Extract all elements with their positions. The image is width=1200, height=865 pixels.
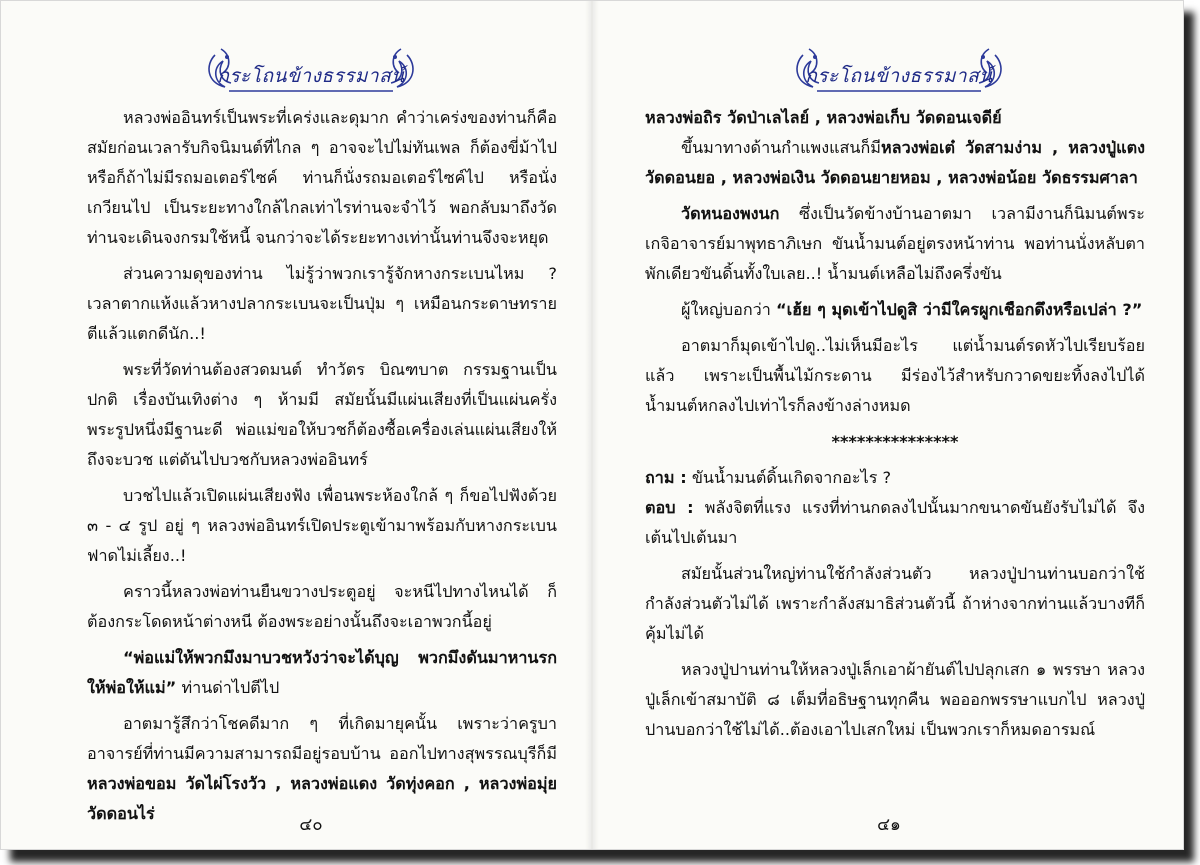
- page-number: ๔๐: [299, 815, 323, 835]
- paragraph-text: ผู้ใหญ่บอกว่า: [681, 300, 776, 319]
- quote-bold: “พ่อแม่ให้พวกมึงมาบวชหวังว่าจะได้บุญ พวกมึงดันมาหานรกให้พ่อให้แม่”: [87, 648, 557, 697]
- paragraph: พระที่วัดท่านต้องสวดมนต์ ทำวัตร บิณฑบาต กรรมฐานเป็นปกติ เรื่องบันเทิงต่าง ๆ ห้ามมี สมัยนั้นมีแผ่นเสียงที่เป็นแผ่นครั่ง พระรูปหนึ่งมีฐานะดี พ่อแม่ขอให้บวชก็ต้องซื้อเครื่องเล่นแผ่นเสียงให้ถึงจะบวช แต่ดันไปบวชกับหลวงพ่ออินทร์: [87, 360, 557, 469]
- answer-text: พลังจิตที่แรง แรงที่ท่านกดลงไปนั้นมากขนาดขันยังรับไม่ได้ จึงเต้นไปเต้นมา: [645, 498, 1145, 547]
- right-page: [599, 1, 1183, 849]
- question-text: ขันน้ำมนต์ดิ้นเกิดจากอะไร ?: [686, 468, 892, 487]
- paragraph: [645, 199, 1145, 289]
- quote-rest: ท่านด่าไปตีไป: [176, 678, 280, 697]
- answer-label: ตอบ :: [645, 498, 694, 517]
- left-page: [1, 1, 585, 849]
- book-gutter: [585, 1, 599, 849]
- question: [645, 463, 1145, 493]
- temple-name: วัดหนองพงนก: [681, 204, 780, 223]
- section-divider: ***************: [831, 432, 959, 451]
- monk-names: หลวงพ่อถิร วัดป่าเลไลย์ , หลวงพ่อเก็บ วัดดอนเจดีย์: [645, 108, 1002, 127]
- question-label: ถาม :: [645, 468, 687, 487]
- header-title: กระโถนข้างธรรมาสน์: [217, 65, 405, 87]
- paragraph: บวชไปแล้วเปิดแผ่นเสียงฟัง เพื่อนพระห้องใกล้ ๆ ก็ขอไปฟังด้วย ๓ - ๔ รูป อยู่ ๆ หลวงพ่ออินทร์เปิดประตูเข้ามาพร้อมกับหางกระเบน ฟาดไม่เลี้ยง..!: [87, 486, 557, 565]
- page-number: ๔๑: [877, 815, 901, 835]
- paragraph: อาตมาก็มุดเข้าไปดู..ไม่เห็นมีอะไร แต่น้ำมนต์รดหัวไปเรียบร้อยแล้ว เพราะเป็นพื้นไม้กระดาน มีร่องไว้สำหรับกวาดขยะทิ้งลงไปได้ น้ำมนต์หกลงไปเท่าไรก็ลงข้างล่างหมด: [645, 336, 1145, 415]
- monk-names: หลวงพ่อเต๋ วัดสามง่าม , หลวงปู่แตง วัดดอนยอ , หลวงพ่อเงิน วัดดอนยายหอม , หลวงพ่อน้อย วัดธรรมศาลา: [645, 138, 1145, 187]
- running-header: [201, 41, 421, 101]
- right-page-text: [645, 103, 1145, 745]
- answer: [645, 493, 1145, 553]
- paragraph: [645, 295, 1145, 325]
- paragraph: สมัยนั้นส่วนใหญ่ท่านใช้กำลังส่วนตัว หลวงปู่ปานท่านบอกว่าใช้กำลังส่วนตัวไม่ได้ เพราะกำลังสมาธิส่วนตัวนี้ ถ้าห่างจากท่านแล้วบางทีก็คุ้มไม่ได้: [645, 564, 1145, 643]
- paragraph: หลวงพ่ออินทร์เป็นพระที่เคร่งและดุมาก คำว่าเคร่งของท่านก็คือ สมัยก่อนเวลารับกิจนิมนต์ที่ไกล ๆ อาจจะไปไม่ทันเพล ก็ต้องขี่ม้าไป หรือก็ถ้าไม่มีรถมอเตอร์ไซค์ ท่านก็นั่งรถมอเตอร์ไซค์ไป หรือนั่งเกวียนไป เป็นระยะทางใกล้ไกลเท่าไรท่านจะจำไว้ พอกลับมาถึงวัด ท่านจะเดินจงกรมใช้หนี้ จนกว่าจะได้ระยะทางเท่านั้นท่านจึงจะหยุด: [87, 108, 557, 247]
- paragraph: คราวนี้หลวงพ่อท่านยืนขวางประตูอยู่ จะหนีไปทางไหนได้ ก็ต้องกระโดดหน้าต่างหนี ต้องพระอย่างนั้นถึงจะเอาพวกนี้อยู่: [87, 582, 557, 631]
- paragraph-text: ซึ่งเป็นวัดข้างบ้านอาตมา เวลามีงานก็นิมนต์พระเกจิอาจารย์มาพุทธาภิเษก ขันน้ำมนต์อยู่ตรงหน้าท่าน พอท่านนั่งหลับตาพักเดียวขันดิ้นทั้งใบเลย..! น้ำมนต์เหลือไม่ถึงครึ่งขัน: [645, 204, 1145, 283]
- quote-bold: “เฮ้ย ๆ มุดเข้าไปดูสิ ว่ามีใครผูกเชือกดึงหรือเปล่า ?”: [775, 300, 1143, 319]
- paragraph-text: อาตมารู้สึกว่าโชคดีมาก ๆ ที่เกิดมายุคนั้น เพราะว่าครูบาอาจารย์ที่ท่านมีความสามารถมีอยู่รอบบ้าน ออกไปทางสุพรรณบุรีก็มี: [87, 714, 557, 763]
- header-title: กระโถนข้างธรรมาสน์: [805, 65, 993, 87]
- paragraph: [645, 133, 1145, 193]
- running-header: [789, 41, 1009, 101]
- left-page-text: [87, 103, 557, 829]
- paragraph: หลวงปู่ปานท่านให้หลวงปู่เล็กเอาผ้ายันต์ไปปลุกเสก ๑ พรรษา หลวงปู่เล็กเข้าสมาบัติ ๘ เต็มที่อธิษฐานทุกคืน พอออกพรรษาแบกไป หลวงปู่ปานบอกว่าใช้ไม่ได้..ต้องเอาไปเสกใหม่ เป็นพวกเราก็หมดอารมณ์: [645, 660, 1145, 739]
- monk-names: หลวงพ่อขอม วัดไผ่โรงวัว , หลวงพ่อแดง วัดทุ่งคอก , หลวงพ่อมุ่ย วัดดอนไร่: [87, 774, 557, 823]
- paragraph: [87, 643, 557, 703]
- paragraph: ส่วนความดุของท่าน ไม่รู้ว่าพวกเรารู้จักหางกระเบนไหม ? เวลาตากแห้งแล้วหางปลากระเบนจะเป็นปุ่ม ๆ เหมือนกระดาษทราย ตีแล้วแตกดีนัก..!: [87, 264, 557, 343]
- paragraph-text: ขึ้นมาทางด้านกำแพงแสนก็มี: [681, 138, 881, 157]
